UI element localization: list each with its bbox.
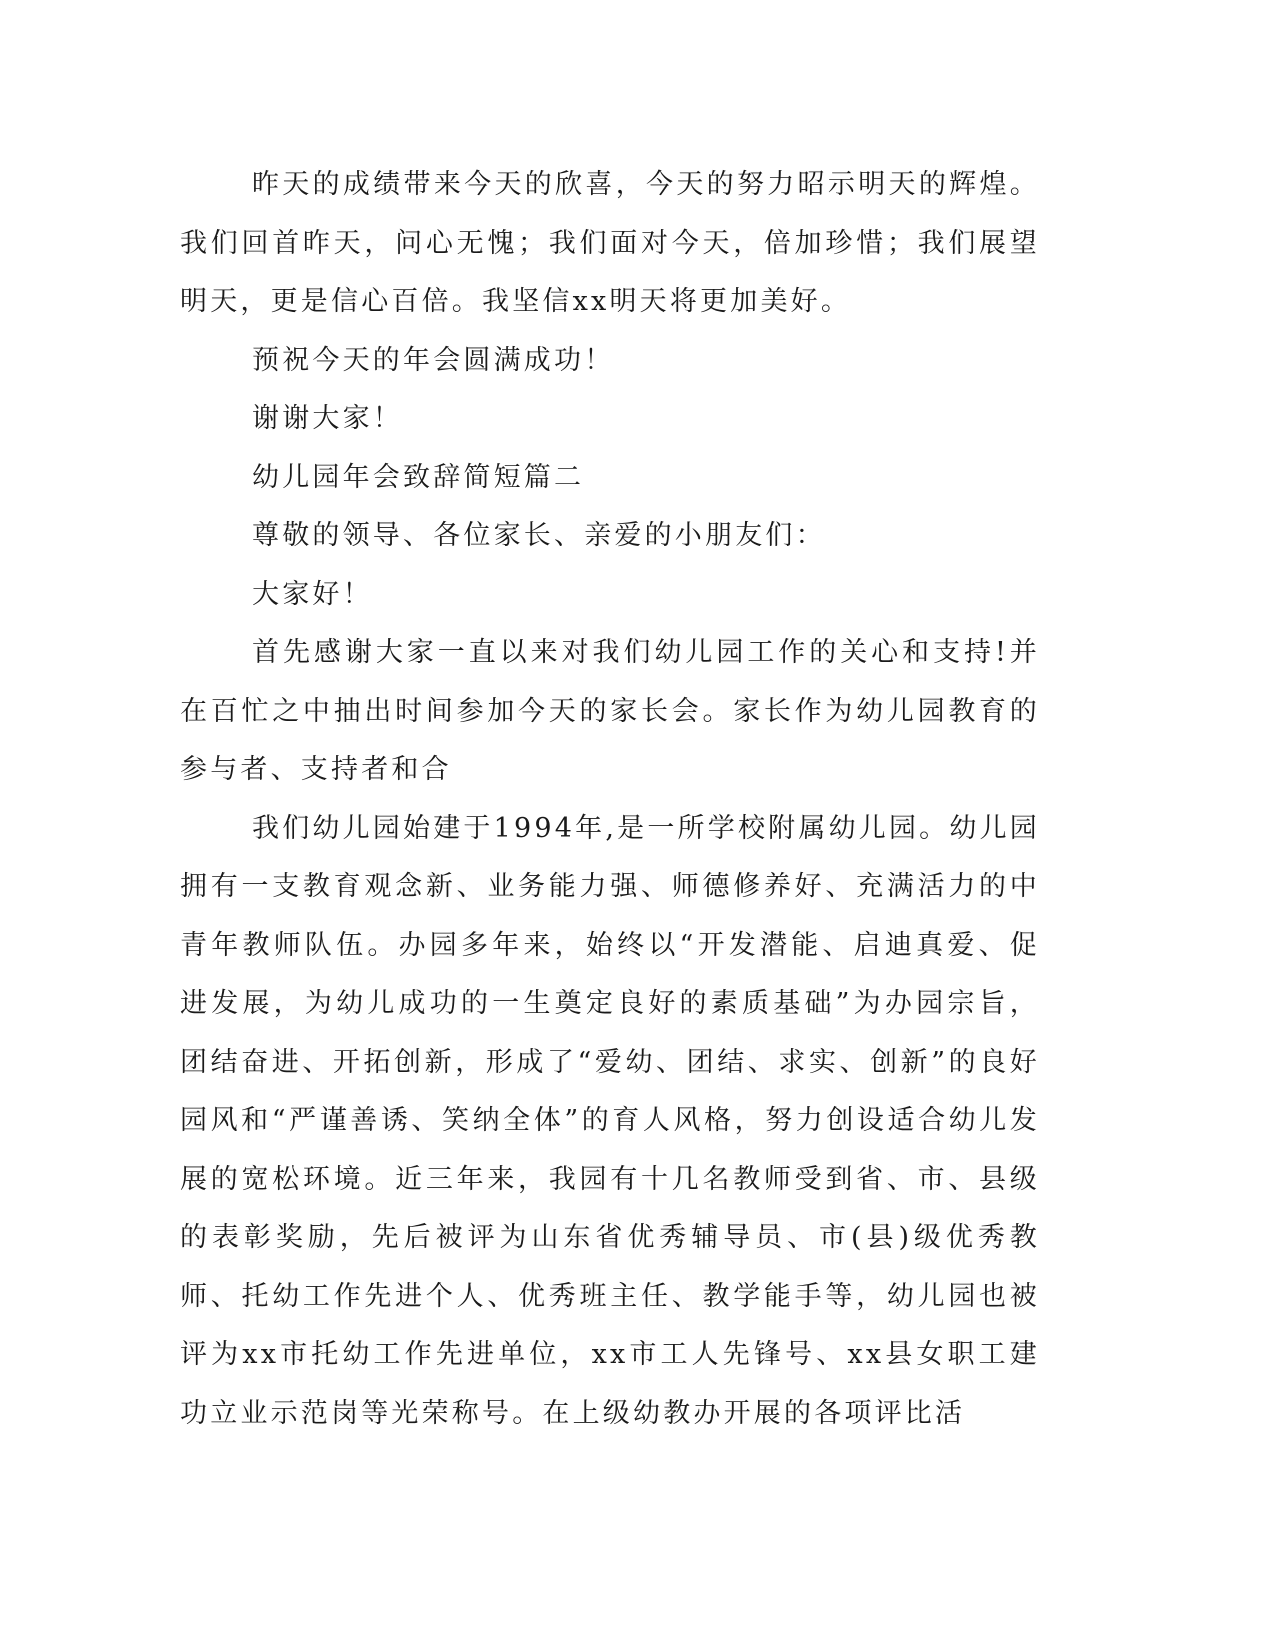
document-body xyxy=(180,156,1040,1443)
paragraph-kindergarten-intro: 我们幼儿园始建于1994年,是一所学校附属幼儿园。幼儿园拥有一支教育观念新、业务能力强、师德修养好、充满活力的中青年教师队伍。办园多年来，始终以“开发潜能、启迪真爱、促进发展，为幼儿成功的一生奠定良好的素质基础”为办园宗旨，团结奋进、开拓创新，形成了“爱幼、团结、求实、创新”的良好园风和“严谨善诱、笑纳全体”的育人风格，努力创设适合幼儿发展的宽松环境。近三年来，我园有十几名教师受到省、市、县级的表彰奖励，先后被评为山东省优秀辅导员、市(县)级优秀教师、托幼工作先进个人、优秀班主任、教学能手等，幼儿园也被评为xx市托幼工作先进单位，xx市工人先锋号、xx县女职工建功立业示范岗等光荣称号。在上级幼教办开展的各项评比活 xyxy=(180,812,1040,1429)
paragraph-closing-remarks: 昨天的成绩带来今天的欣喜，今天的努力昭示明天的辉煌。我们回首昨天，问心无愧；我们面对今天，倍加珍惜；我们展望明天，更是信心百倍。我坚信xx明天将更加美好。 xyxy=(180,169,1040,317)
paragraph-greeting: 大家好！ xyxy=(252,578,373,610)
paragraph-wish-success: 预祝今天的年会圆满成功！ xyxy=(252,344,615,376)
paragraph-salutation: 尊敬的领导、各位家长、亲爱的小朋友们： xyxy=(252,520,826,551)
section-heading: 幼儿园年会致辞简短篇二 xyxy=(252,461,585,493)
paragraph-thanks: 谢谢大家！ xyxy=(252,403,403,434)
paragraph-gratitude: 首先感谢大家一直以来对我们幼儿园工作的关心和支持!并在百忙之中抽出时间参加今天的家长会。家长作为幼儿园教育的参与者、支持者和合 xyxy=(180,637,1040,785)
